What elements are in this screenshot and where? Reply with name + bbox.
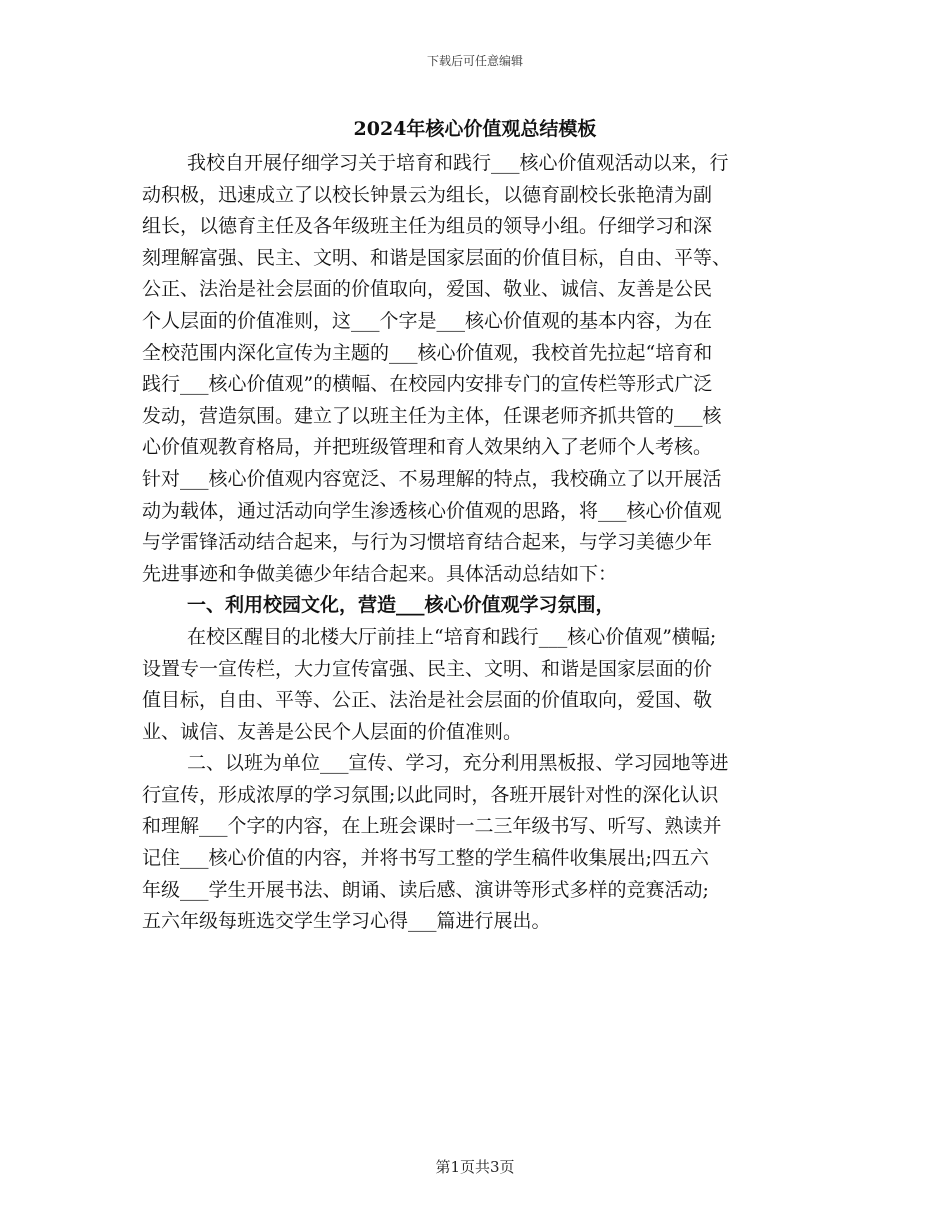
text-line: 在校区醒目的北楼大厅前挂上“培育和践行___核心价值观”横幅;: [187, 625, 717, 648]
text-line: 二、以班为单位___宣传、学习，充分利用黑板报、学习园地等进: [187, 752, 729, 775]
text-line: 心价值观教育格局，并把班级管理和育人效果纳入了老师个人考核。: [142, 436, 713, 459]
document-body: [142, 148, 812, 938]
text-line: 记住___核心价值的内容，并将书写工整的学生稿件收集展出;四五六: [142, 847, 709, 870]
text-line: 践行___核心价值观”的横幅、在校园内安排专门的宣传栏等形式广泛: [142, 373, 713, 396]
heading-line: 一、利用校园文化，营造___核心价值观学习氛围，: [187, 594, 615, 617]
text-line: 与学雷锋活动结合起来，与行为习惯培育结合起来，与学习美德少年: [142, 531, 713, 554]
text-line: 和理解___个字的内容，在上班会课时一二三年级书写、听写、熟读并: [142, 815, 722, 838]
text-line: 针对___核心价值观内容宽泛、不易理解的特点，我校确立了以开展活: [142, 467, 722, 490]
text-line: 值目标，自由、平等、公正、法治是社会层面的价值取向，爱国、敬: [142, 689, 713, 712]
text-line: 刻理解富强、民主、文明、和谐是国家层面的价值目标，自由、平等、: [142, 246, 732, 269]
section-heading-1: [142, 590, 812, 622]
header-note: 下载后可任意编辑: [426, 54, 523, 68]
document-title: 2024年核心价值观总结模板: [353, 118, 597, 140]
text-line: 五六年级每班选交学生学习心得___篇进行展出。: [142, 910, 551, 933]
text-line: 个人层面的价值准则，这___个字是___核心价值观的基本内容，为在: [142, 309, 713, 332]
text-line: 动积极，迅速成立了以校长钟景云为组长，以德育副校长张艳清为副: [142, 183, 713, 206]
text-line: 全校范围内深化宣传为主题的___核心价值观，我校首先拉起“培育和: [142, 341, 713, 364]
paragraph-class-activities: [142, 748, 812, 938]
text-line: 先进事迹和争做美德少年结合起来。具体活动总结如下：: [142, 562, 618, 585]
text-line: 动为载体，通过活动向学生渗透核心价值观的思路，将___核心价值观: [142, 499, 722, 522]
page-number: 第1页共3页: [435, 1158, 515, 1176]
text-line: 组长，以德育主任及各年级班主任为组员的领导小组。仔细学习和深: [142, 215, 713, 238]
paragraph-campus-culture: [142, 622, 812, 748]
text-line: 设置专一宣传栏，大力宣传富强、民主、文明、和谐是国家层面的价: [142, 657, 713, 680]
text-line: 行宣传，形成浓厚的学习氛围;以此同时，各班开展针对性的深化认识: [142, 783, 719, 806]
paragraph-intro: [142, 148, 812, 590]
text-line: 年级___学生开展书法、朗诵、读后感、演讲等形式多样的竞赛活动;: [142, 878, 709, 901]
text-line: 公正、法治是社会层面的价值取向，爱国、敬业、诚信、友善是公民: [142, 278, 713, 301]
text-line: 发动，营造氛围。建立了以班主任为主体，任课老师齐抓共管的___核: [142, 404, 722, 427]
text-line: 我校自开展仔细学习关于培育和践行___核心价值观活动以来，行: [187, 152, 729, 174]
text-line: 业、诚信、友善是公民个人层面的价值准则。: [142, 720, 523, 743]
